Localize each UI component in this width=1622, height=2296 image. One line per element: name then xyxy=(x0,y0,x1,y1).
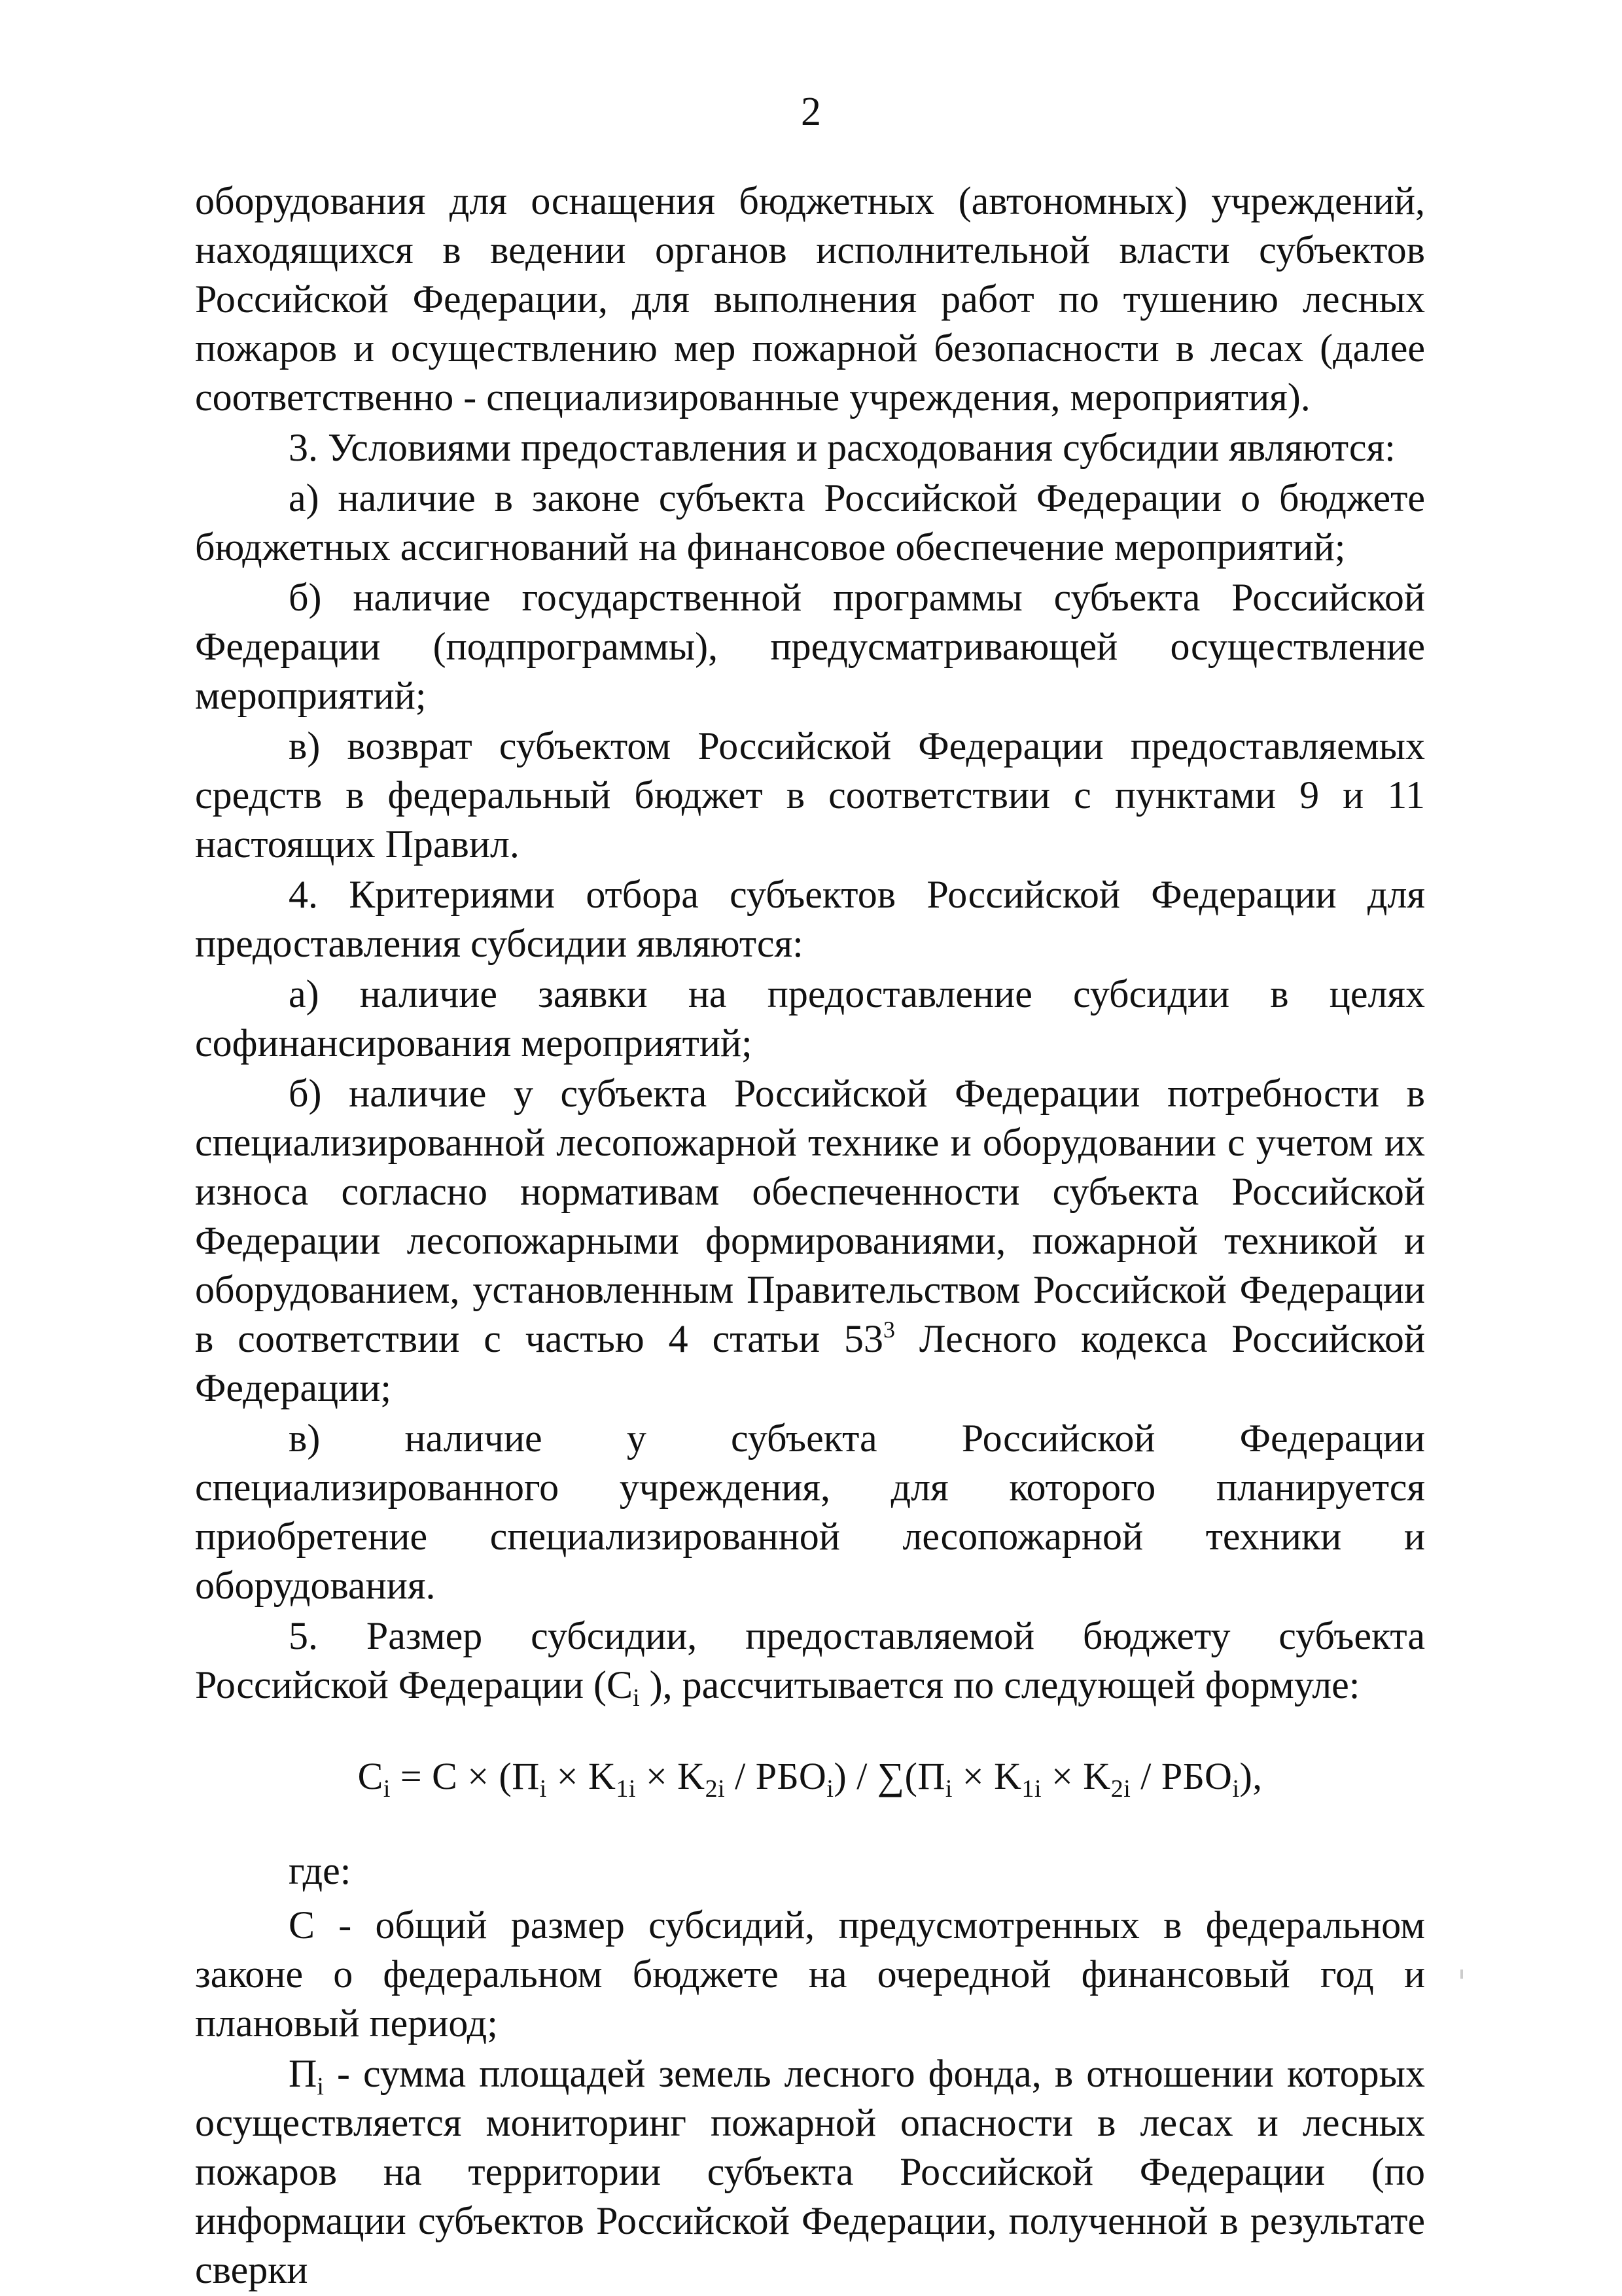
paragraph-clause-3v: в) возврат субъектом Российской Федерации предоставляемых средств в федеральный бюджет в соответствии с пунктами 9 и 11 настоящих Правил. xyxy=(195,724,1425,866)
formula-subscript: 2i xyxy=(705,1775,726,1803)
paragraph-continuation: оборудования для оснащения бюджетных (автономных) учреждений, находящихся в ведении органов исполнительной власти субъектов Российской Федерации, для выполнения работ по тушению лесных пожаров и осуществлению мер пожарной безопасности в лесах (далее соответственно - специализированные учреждения, мероприятия). xyxy=(195,179,1425,419)
clause-5-text: 5. Размер субсидии, предоставляемой бюджету субъекта Российской Федерации (C xyxy=(195,1614,1425,1706)
page-number: 2 xyxy=(801,90,821,134)
pi-definition-text: - сумма площадей земель лесного фонда, в отношении которых осуществляется мониторинг пожарной опасности в лесах и лесных пожаров на территории субъекта Российской Федерации (по информации субъектов Российской Федерации, полученной в результате сверки xyxy=(195,2052,1425,2291)
where-label: где: xyxy=(289,1849,351,1892)
pi-subscript: i xyxy=(317,2073,324,2100)
scan-speck xyxy=(1460,1969,1463,1979)
formula-part: ), xyxy=(1239,1755,1263,1797)
definition-c: С - общий размер субсидий, предусмотренных в федеральном законе о федеральном бюджете на очередной финансовый год и плановый период; xyxy=(195,1903,1425,2045)
formula-subscript: i xyxy=(383,1775,391,1803)
paragraph-clause-5 xyxy=(195,1612,1425,1710)
formula-subscript: 1i xyxy=(1021,1775,1042,1803)
formula-subscript: i xyxy=(826,1775,834,1803)
formula-subscript: i xyxy=(1232,1775,1240,1803)
clause-5-text-end: ), рассчитывается по следующей формуле: xyxy=(639,1663,1360,1706)
paragraph-clause-4v: в) наличие у субъекта Российской Федерации специализированного учреждения, для которого планируется приобретение специализированной лесопожарной техники и оборудования. xyxy=(195,1417,1425,1607)
paragraph-clause-3: 3. Условиями предоставления и расходования субсидии являются: xyxy=(289,426,1396,469)
paragraph-clause-4: 4. Критериями отбора субъектов Российской Федерации для предоставления субсидии являются: xyxy=(195,873,1425,965)
formula-part: ) / ∑(П xyxy=(834,1755,945,1797)
document-body xyxy=(195,177,1425,2296)
formula-part: × K xyxy=(546,1755,616,1797)
formula-part: = C × (П xyxy=(390,1755,540,1797)
superscript-3: 3 xyxy=(883,1316,895,1343)
formula-subscript: i xyxy=(539,1775,547,1803)
formula-part: × K xyxy=(1042,1755,1111,1797)
pi-symbol: П xyxy=(289,2052,317,2095)
formula-part: / РБО xyxy=(725,1755,827,1797)
paragraph-clause-4b xyxy=(195,1069,1425,1413)
formula-part: × K xyxy=(952,1755,1022,1797)
formula-part: C xyxy=(357,1755,383,1797)
paragraph-clause-3b: б) наличие государственной программы субъекта Российской Федерации (подпрограммы), предусматривающей осуществление мероприятий; xyxy=(195,576,1425,717)
paragraph-clause-3a: а) наличие в законе субъекта Российской Федерации о бюджете бюджетных ассигнований на финансовое обеспечение мероприятий; xyxy=(195,476,1425,569)
definition-pi xyxy=(195,2049,1425,2295)
formula-subscript: 2i xyxy=(1110,1775,1131,1803)
clause-4b-text-end: Лесного кодекса Российской Федерации; xyxy=(195,1317,1426,1409)
subscript-i: i xyxy=(633,1684,640,1712)
paragraph-clause-4a: а) наличие заявки на предоставление субсидии в целях софинансирования мероприятий; xyxy=(195,972,1425,1065)
formula-part: × K xyxy=(635,1755,705,1797)
formula-part: / РБО xyxy=(1131,1755,1233,1797)
formula-subscript: 1i xyxy=(616,1775,636,1803)
clause-4b-text: б) наличие у субъекта Российской Федерации потребности в специализированной лесопожарной технике и оборудовании с учетом их износа согласно нормативам обеспеченности субъекта Российской Федерации лесопожарными формированиями, пожарной техникой и оборудованием, установленным Правительством Российской Федерации в соответствии с частью 4 статьи 53 xyxy=(195,1072,1425,1360)
subsidy-formula xyxy=(195,1752,1425,1801)
formula-subscript: i xyxy=(945,1775,953,1803)
